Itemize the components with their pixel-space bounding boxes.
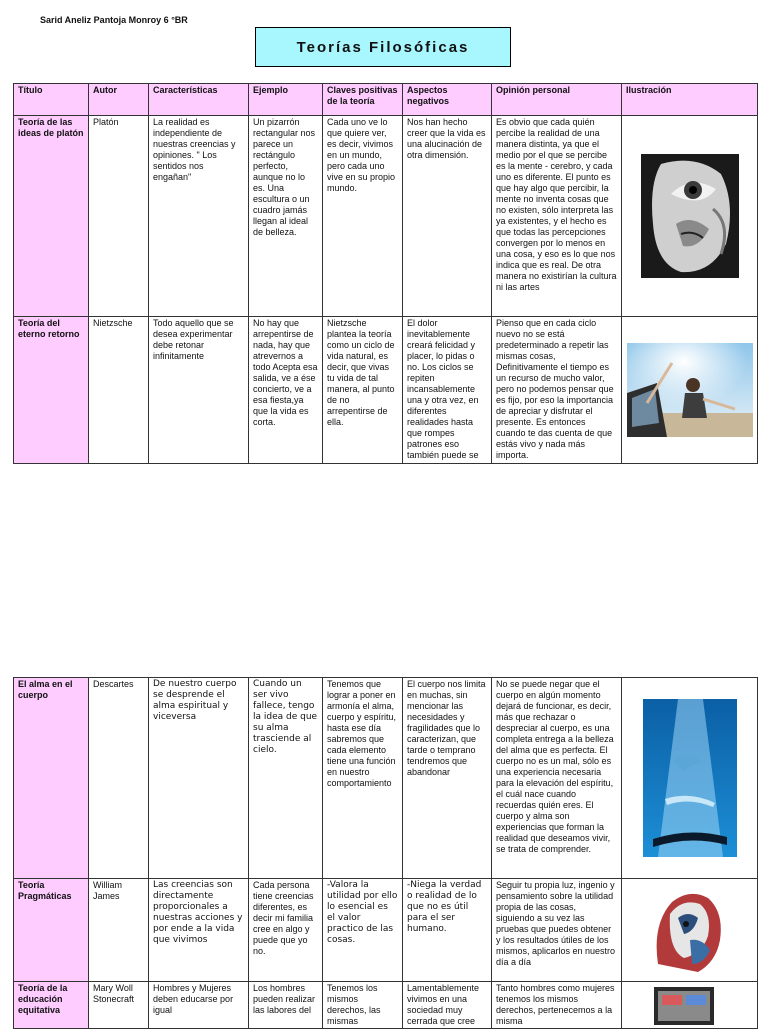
table-row: [14, 879, 758, 982]
header-ilustracion: Ilustración: [622, 84, 758, 116]
header-row: [14, 84, 758, 116]
table-row: [14, 116, 758, 317]
header-caracteristicas: Características: [149, 84, 249, 116]
row-claves: -Valora la utilidad por ello lo esencial es el valor practico de las cosas.: [323, 879, 403, 982]
header-autor: Autor: [89, 84, 149, 116]
row-titulo: Teoría del eterno retorno: [14, 317, 89, 464]
row-negativos: -Niega la verdad o realidad de lo que no es útil para el ser humano.: [403, 879, 492, 982]
theories-table-page-1: [13, 83, 758, 464]
row-caracteristicas: Todo aquello que se desea experimentar debe retonar infinitamente: [149, 317, 249, 464]
header-claves: Claves positivas de la teoría: [323, 84, 403, 116]
row-opinion: No se puede negar que el cuerpo en algún momento dejará de funcionar, es decir, más que rechazar o despreciar al cuerpo, es una completa entrega a la belleza del alma que es perfecta. El cuerpo no es un mal, sólo es una experiencia necesaria para la elevación del espíritu, el cuál nace cuando recuerdas quién eres. El cuerpo y alma son experiencias que forman la realidad que deseamos vivir, se trata de comprender.: [492, 678, 622, 879]
row-caracteristicas: De nuestro cuerpo se desprende el alma espiritual y viceversa: [149, 678, 249, 879]
table-row: [14, 317, 758, 464]
row-opinion: Seguir tu propia luz, ingenio y pensamiento sobre la utilidad propia de las cosas, siguiendo a su vez las pruebas que puedes obtener y los resultados útiles de los mismos, aplicarlos en nuestro día a día: [492, 879, 622, 982]
row-autor: Mary Woll Stonecraft: [89, 982, 149, 1029]
row-claves: Nietzsche plantea la teoría como un ciclo de vida natural, es decir, que vivas tu vida de tal manera, al punto de no arrepentirse de ella.: [323, 317, 403, 464]
row-caracteristicas: Hombres y Mujeres deben educarse por igual: [149, 982, 249, 1029]
row-negativos: [403, 317, 492, 464]
row-ejemplo: Cuando un ser vivo fallece, tengo la idea de que su alma trasciende al cielo.: [249, 678, 323, 879]
row-opinion: Pienso que en cada ciclo nuevo no se está predeterminado a repetir las mismas cosas, Definitivamente el tiempo es un recurso de mucho valor, pero no podemos pensar que es fijo, por eso la importancia de apreciar y disfrutar el presente. Es entonces cuando te das cuenta de que estás vivo y nada más importa.: [492, 317, 622, 464]
row-titulo: Teoría Pragmáticas: [14, 879, 89, 982]
row-negativos: El cuerpo nos limita en muchas, sin mencionar las necesidades y fragilidades que lo caracterizan, que tarde o temprano tendremos que abandonar: [403, 678, 492, 879]
row-ejemplo: No hay que arrepentirse de nada, hay que atrevernos a todo Acepta esa salida, ve a ése concierto, ve a esa fiesta,ya que la vida es corta.: [249, 317, 323, 464]
row-ilustracion: [622, 317, 758, 464]
header-opinion: Opinión personal: [492, 84, 622, 116]
negativos-text: El dolor inevitablemente creará felicidad y placer, lo pidas o no. Los ciclos se repiten incansablemente una y otra vez, en diferentes realidades hasta que rompes patrones eso también puede se: [407, 318, 479, 460]
row-autor: Descartes: [89, 678, 149, 879]
row-opinion: Tanto hombres como mujeres tenemos los mismos derechos, pertenecemos a la misma: [492, 982, 622, 1029]
row-ejemplo: Cada persona tiene creencias diferentes, es decir mi familia cree en algo y puede que yo no.: [249, 879, 323, 982]
row-titulo: Teoría de la educación equitativa: [14, 982, 89, 1029]
row-ejemplo: Los hombres pueden realizar las labores del: [249, 982, 323, 1029]
row-ilustracion: [622, 116, 758, 317]
opinion-text: Es obvio que cada quién percibe la realidad de una manera distinta, ya que el medio por el que se percibe es la mente - cerebro, y cada uno es diferente. El punto es que hay algo que percibir, la mente no inventa cosas que no existen, sólo interpreta las ya existentes, y el hecho es que todas las percepciones convergen por lo menos en una cosa, y eso es lo que nos indica que es real. De otra manera no existirían la cultura ni las artes: [496, 117, 617, 292]
soul-light-illustration: [643, 699, 737, 857]
row-claves: Cada uno ve lo que quiere ver, es decir, vivimos en un mundo, pero cada uno vive en su propio mundo.: [323, 116, 403, 317]
header-negativos: Aspectos negativos: [403, 84, 492, 116]
row-autor: Platón: [89, 116, 149, 317]
screen-illustration: [654, 987, 714, 1025]
row-ilustracion: [622, 982, 758, 1029]
row-claves: Tenemos los mismos derechos, las mismas: [323, 982, 403, 1029]
title-box: [255, 27, 511, 67]
row-caracteristicas: Las creencias son directamente proporcionales a nuestras acciones y por ende a la vida que vivimos: [149, 879, 249, 982]
theories-table-page-2: [13, 677, 758, 1029]
row-claves: Tenemos que lograr a poner en armonía el alma, cuerpo y espíritu, hasta ese día sabremos que cada elemento tiene una función en nuestro comportamiento: [323, 678, 403, 879]
table-row: [14, 678, 758, 879]
student-name: Sarid Aneliz Pantoja Monroy 6 °BR: [40, 15, 188, 25]
table-row: [14, 982, 758, 1029]
row-titulo: El alma en el cuerpo: [14, 678, 89, 879]
row-negativos: Lamentablemente vivimos en una sociedad muy cerrada que cree: [403, 982, 492, 1029]
row-opinion: [492, 116, 622, 317]
row-ilustracion: [622, 879, 758, 982]
eye-face-illustration: [641, 154, 739, 278]
row-autor: William James: [89, 879, 149, 982]
heads-illustration: [650, 884, 730, 976]
row-negativos: Nos han hecho creer que la vida es una alucinación de otra dimensión.: [403, 116, 492, 317]
row-caracteristicas: La realidad es independiente de nuestras creencias y opiniones. " Los sentidos nos engañan": [149, 116, 249, 317]
document-title: Teorías Filosóficas: [296, 38, 470, 56]
woman-car-illustration: [627, 343, 753, 437]
row-titulo: Teoría de las ideas de platón: [14, 116, 89, 317]
header-titulo: Título: [14, 84, 89, 116]
row-autor: Nietzsche: [89, 317, 149, 464]
row-ejemplo: Un pizarrón rectangular nos parece un rectángulo perfecto, aunque no lo es. Una escultura o un cuadro jamás llegan al ideal de belleza.: [249, 116, 323, 317]
header-ejemplo: Ejemplo: [249, 84, 323, 116]
row-ilustracion: [622, 678, 758, 879]
